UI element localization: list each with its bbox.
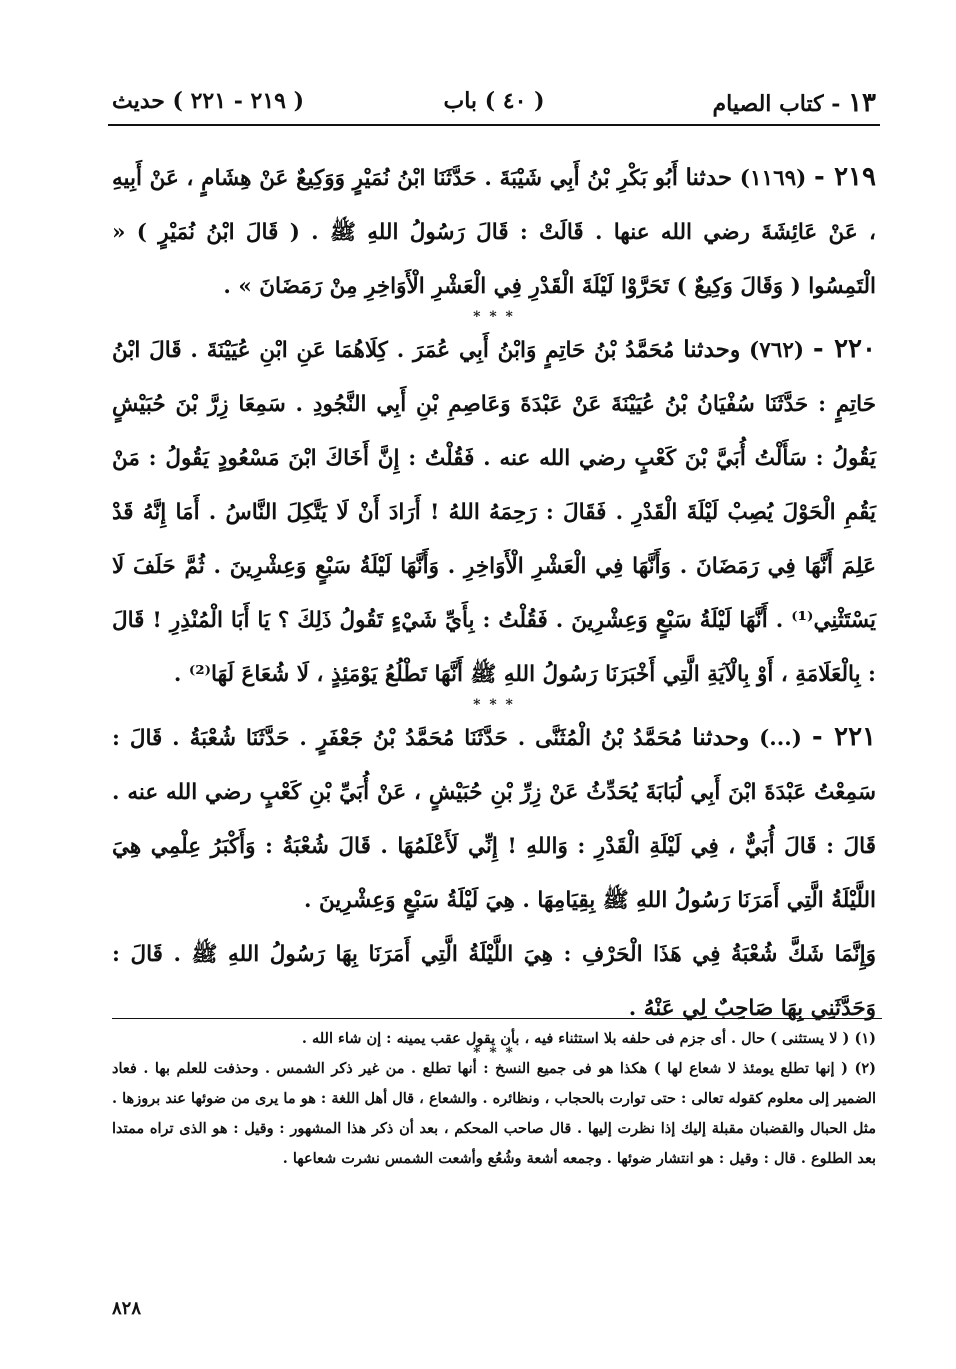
hadith-text: أَبُو بَكْرِ بْنُ أَبِي شَيْبَةَ . حَدَّثَنَا ابْنُ نُمَيْرٍ وَوَكِيعٌ عَنْ هِشَامٍ ، عَنْ أَبِيهِ ، عَنْ عَائِشَةَ رضي الله عنها . قَالَتْ : قَالَ رَسُولُ اللهِ ﷺ . ( قَالَ ابْنُ نُمَيْرٍ ) « الْتَمِسُوا ( وَقَالَ وَكِيعٌ ) تَحَرَّوْا لَيْلَةَ الْقَدْرِ فِي الْعَشْرِ الْأَوَاخِرِ مِنْ رَمَضَانَ » . bbox=[112, 166, 876, 299]
footnotes bbox=[112, 1024, 876, 1174]
section-separator: * * * bbox=[473, 309, 515, 325]
page-number: ٨٢٨ bbox=[112, 1298, 142, 1319]
hadith-number: ٢٢٠ - bbox=[812, 334, 876, 364]
hadith-number: ٢١٩ - bbox=[814, 162, 876, 192]
footnote-1: (١) ( لا يستثنى ) حال . أى جزم فى حلفه بلا استثناء فيه ، بأن يقول عقب يمينه : إن شاء الله . bbox=[301, 1030, 876, 1047]
main-text bbox=[112, 150, 877, 1061]
narration-keyword: حدثنا bbox=[692, 724, 739, 751]
hadith-range: ( ٢١٩ - ٢٢١ ) حديث bbox=[112, 88, 305, 114]
book-title-text: - كتاب الصيام bbox=[712, 91, 841, 117]
hadith-text: مُحَمَّدُ بْنُ الْمُثَنَّى . حَدَّثَنَا مُحَمَّدُ بْنُ جَعْفَرٍ . حَدَّثَنَا شُعْبَةُ . قَالَ : سَمِعْتُ عَبْدَةَ ابْنَ أَبِي لُبَابَةَ يُحَدِّثُ عَنْ زِرِّ بْنِ حُبَيْشٍ ، عَنْ أُبَيِّ بْنِ كَعْبٍ رضي الله عنه . قَالَ : قَالَ أُبَيٌّ ، فِي لَيْلَةِ الْقَدْرِ : وَاللهِ ! إِنِّي لَأَعْلَمُهَا . قَالَ شُعْبَةُ : وَأَكْبَرُ عِلْمِي هِيَ اللَّيْلَةُ الَّتِي أَمَرَنَا رَسُولُ اللهِ ﷺ بِقِيَامِهَا . هِيَ لَيْلَةُ سَبْعٍ وَعِشْرِينَ . bbox=[112, 726, 876, 913]
footnote-divider bbox=[112, 1018, 882, 1019]
section-separator: * * * bbox=[473, 697, 515, 713]
chapter-label: ( ٤٠ ) باب bbox=[443, 88, 545, 114]
hadith-219 bbox=[112, 150, 876, 314]
hadith-number: ٢٢١ - bbox=[811, 722, 877, 752]
hadith-221 bbox=[112, 710, 876, 928]
hadith-ref: (١١٦٩) bbox=[732, 166, 807, 191]
book-number: ١٣ bbox=[848, 88, 876, 118]
hadith-ref: (...) و bbox=[738, 726, 802, 751]
footnote-2: (٢) ( إنها تطلع يومئذ لا شعاع لها ) هكذا هو فى جميع النسخ : أنها تطلع . من غير ذكر الشمس . وحذفت للعلم بها . فعاد الضمير إلى معلوم كقوله تعالى : حتى توارت بالحجاب ، ونظائره . والشعاع ، قال أهل اللغة : هو ما يرى من ضوئها عند بروزها . مثل الحبال والقضبان مقبلة إليك إذا نظرت إليها . قال صاحب المحكم ، بعد أن ذكر هذا المشهور : وقيل : هو الذى تراه ممتدا بعد الطلوع . قال : وقيل : هو انتشار ضوئها . وجمعه أشعة وشُعُع وأشعت الشمس نشرت شعاعها . bbox=[112, 1060, 876, 1167]
hadith-ref: (٧٦٢) و bbox=[729, 338, 805, 363]
header-divider bbox=[108, 124, 880, 126]
hadith-text: مُحَمَّدُ بْنُ حَاتِمٍ وَابْنُ أَبِي عُمَرَ . كِلَاهُمَا عَنِ ابْنِ عُيَيْنَةَ . قَالَ ابْنُ حَاتِمٍ : حَدَّثَنَا سُفْيَانُ بْنُ عُيَيْنَةَ عَنْ عَبْدَةَ وَعَاصِمِ بْنِ أَبِي النَّجُودِ . سَمِعَا زِرَّ بْنَ حُبَيْشٍ يَقُولُ : سَأَلْتُ أُبَيَّ بْنَ كَعْبٍ رضي الله عنه . فَقُلْتُ : إِنَّ أَخَاكَ ابْنَ مَسْعُودٍ يَقُولُ : مَنْ يَقُمِ الْحَوْلَ يُصِبْ لَيْلَةَ الْقَدْرِ . فَقَالَ : رَحِمَهُ اللهُ ! أَرَادَ أَنْ لَا يَتَّكِلَ النَّاسُ . أَمَا إِنَّهُ قَدْ عَلِمَ أَنَّهَا فِي رَمَضَانَ . وَأَنَّهَا فِي الْعَشْرِ الْأَوَاخِرِ . وَأَنَّهَا لَيْلَةُ سَبْعٍ وَعِشْرِينَ . ثُمَّ حَلَفَ لَا يَسْتَثْنِي⁽¹⁾ . أَنَّهَا لَيْلَةُ سَبْعٍ وَعِشْرِينَ . فَقُلْتُ : بِأَيِّ شَيْءٍ تَقُولُ ذَلِكَ ؟ يَا أَبَا الْمُنْذِرِ ! قَالَ : بِالْعَلَامَةِ ، أَوْ بِالْآيَةِ الَّتِي أَخْبَرَنَا رَسُولُ اللهِ ﷺ أَنَّهَا تَطْلُعُ يَوْمَئِذٍ ، لَا شُعَاعَ لَهَا⁽²⁾ . bbox=[112, 338, 876, 687]
section-separator: * * * bbox=[473, 1045, 515, 1061]
running-header bbox=[112, 84, 876, 126]
narration-keyword: حدثنا bbox=[685, 164, 733, 191]
hadith-220 bbox=[112, 322, 876, 702]
narration-keyword: حدثنا bbox=[683, 336, 730, 363]
hadith-221-continuation: وَإِنَّمَا شَكَّ شُعْبَةُ فِي هَذَا الْحَرْفِ : هِيَ اللَّيْلَةُ الَّتِي أَمَرَنَا بِهَا رَسُولُ اللهِ ﷺ . قَالَ : وَحَدَّثَنِي بِهَا صَاحِبٌ لِي عَنْهُ . bbox=[112, 942, 876, 1021]
